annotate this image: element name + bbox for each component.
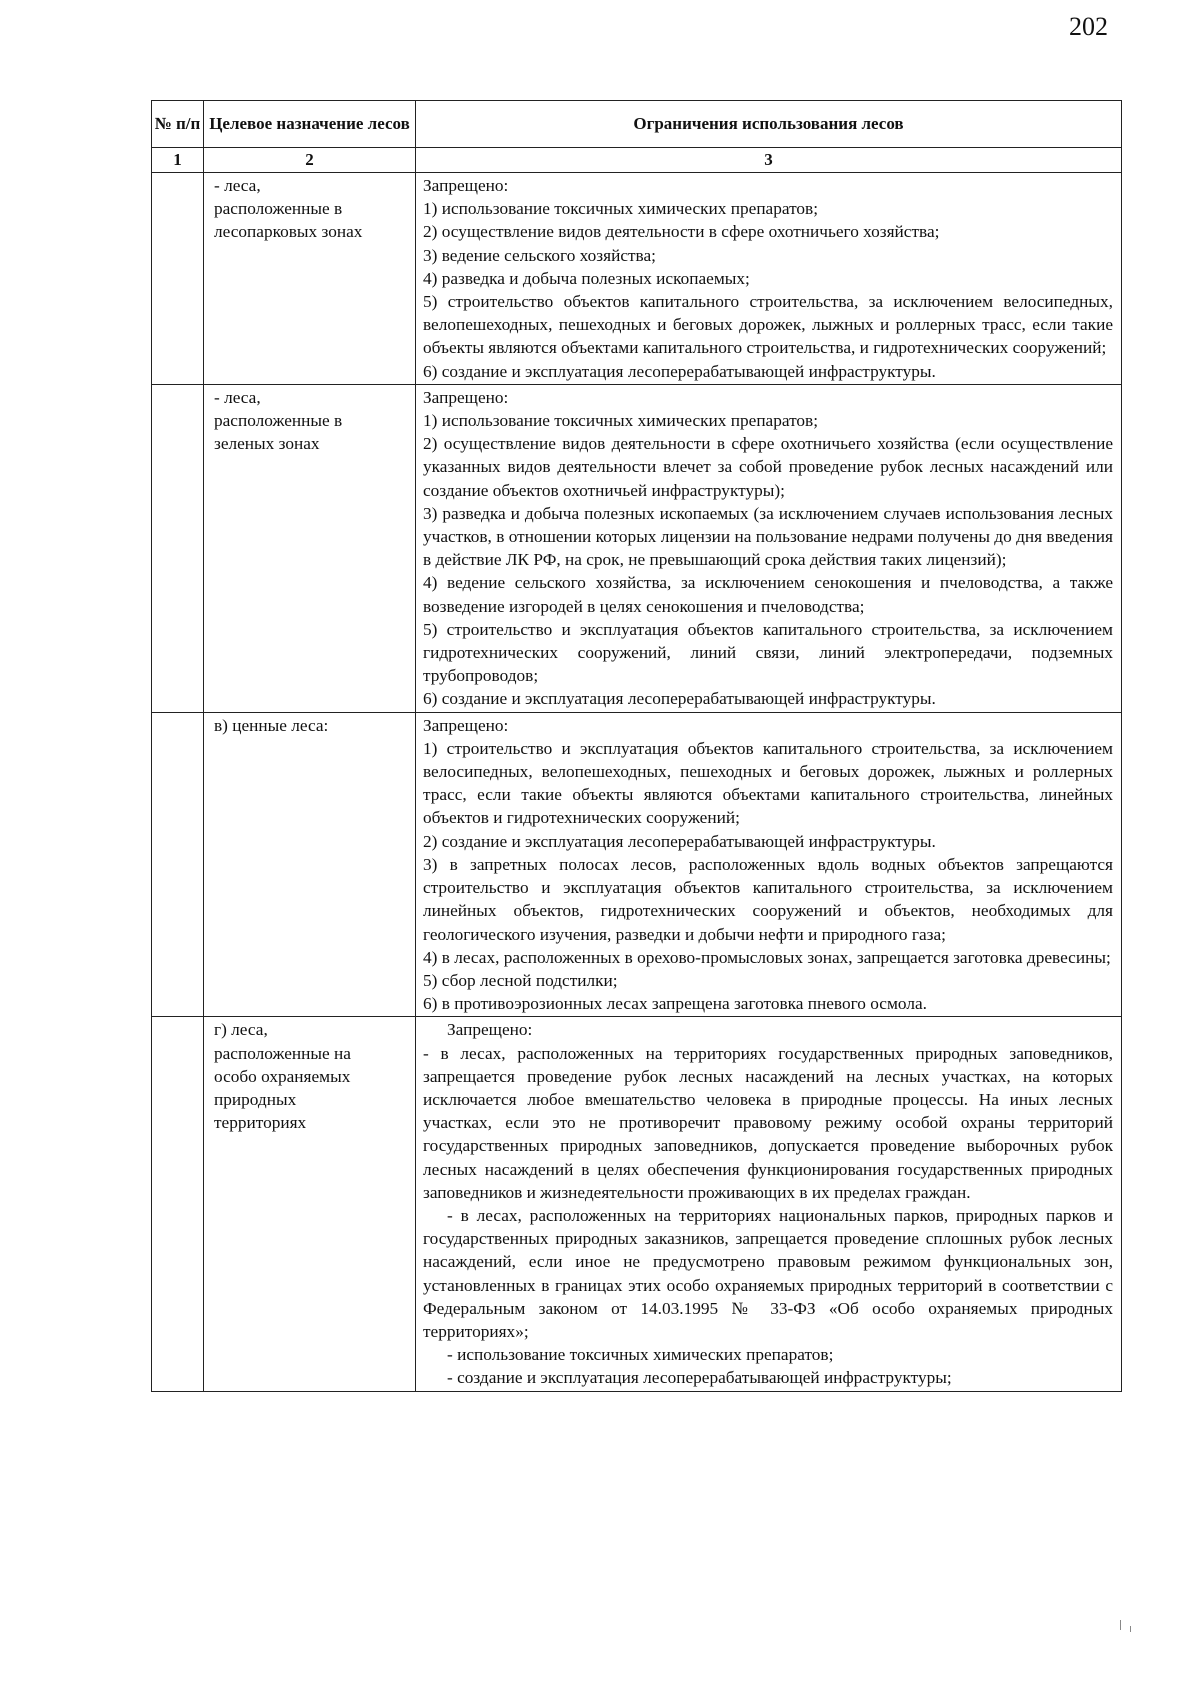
restriction-item: 1) использование токсичных химических препаратов;: [423, 199, 819, 219]
header-number: № п/п: [152, 101, 204, 148]
purpose-line: зеленых зонах: [214, 434, 320, 454]
purpose-line: расположенные в: [214, 411, 343, 431]
restrictions-cell: [416, 712, 1122, 1017]
purpose-line: в) ценные леса:: [214, 715, 329, 735]
purpose-cell: [204, 384, 416, 712]
column-number-1: 1: [152, 148, 204, 173]
restriction-item: 4) разведка и добыча полезных ископаемых;: [423, 268, 750, 288]
purpose-line: территориях: [214, 1113, 307, 1133]
restriction-item: 5) строительство и эксплуатация объектов капитального строительства, за исключением гидротехнических сооружений, линий связи, линий электропередачи, подземных трубопроводов;: [423, 619, 1113, 686]
restrictions-cell: [416, 173, 1122, 385]
forest-restrictions-table: [151, 100, 1122, 1392]
scan-mark: [1130, 1626, 1131, 1632]
restriction-item: 1) строительство и эксплуатация объектов капитального строительства, за исключением велосипедных, велопешеходных, пешеходных и беговых дорожек, лыжных и роллерных трасс, если такие объекты являются объектами капитального строительства, линейных объектов и гидротехнических сооружений;: [423, 738, 1113, 828]
purpose-line: расположенные на: [214, 1043, 351, 1063]
purpose-cell: [204, 173, 416, 385]
restriction-item: 6) в противоэрозионных лесах запрещена заготовка пневого осмола.: [423, 994, 927, 1014]
restrictions-heading: Запрещено:: [423, 176, 509, 195]
purpose-line: - леса,: [214, 387, 261, 407]
purpose-line: особо охраняемых: [214, 1066, 351, 1086]
restriction-item: 3) в запретных полосах лесов, расположенных вдоль водных объектов запрещаются строительство и эксплуатация объектов капитального строительства, за исключением линейных объектов, гидротехнических сооружений и объектов, необходимых для геологического изучения, разведки и добычи нефти и природного газа;: [423, 854, 1113, 944]
restrictions-cell: [416, 1017, 1122, 1391]
purpose-line: - леса,: [214, 176, 261, 195]
restriction-item: 2) осуществление видов деятельности в сфере охотничьего хозяйства (если осуществление указанных видов деятельности влечет за собой проведение рубок лесных насаждений или создание объектов охотничьей инфраструктуры);: [423, 434, 1113, 500]
purpose-line: расположенные в: [214, 199, 343, 219]
restriction-item: 4) в лесах, расположенных в орехово-промысловых зонах, запрещается заготовка древесины;: [423, 947, 1111, 967]
restriction-item: 6) создание и эксплуатация лесоперерабатывающей инфраструктуры.: [423, 689, 936, 709]
restriction-item: 3) разведка и добыча полезных ископаемых (за исключением случаев использования лесных участков, в отношении которых лицензии на пользование недрами получены до дня введения в действие ЛК РФ, на срок, не превышающий срока действия таких лицензий);: [423, 503, 1113, 570]
header-purpose: Целевое назначение лесов: [204, 101, 416, 148]
table-row-forest-park-zones: [152, 173, 1122, 385]
column-number-row: [152, 148, 1122, 173]
row-number-cell: [152, 384, 204, 712]
restriction-item: 6) создание и эксплуатация лесоперерабатывающей инфраструктуры.: [423, 361, 936, 381]
restriction-item: 1) использование токсичных химических препаратов;: [423, 411, 819, 431]
purpose-line: лесопарковых зонах: [214, 222, 363, 242]
restrictions-heading: Запрещено:: [423, 715, 509, 735]
restrictions-cell: [416, 384, 1122, 712]
page-number: 202: [1069, 12, 1108, 41]
scan-mark: [1120, 1620, 1121, 1630]
purpose-line: природных: [214, 1089, 297, 1109]
row-number-cell: [152, 1017, 204, 1391]
restriction-item: 3) ведение сельского хозяйства;: [423, 245, 656, 265]
column-number-2: 2: [204, 148, 416, 173]
column-number-3: 3: [416, 148, 1122, 173]
restriction-item: 5) строительство объектов капитального строительства, за исключением велосипедных, велопешеходных, пешеходных и беговых дорожек, лыжных и роллерных трасс, если такие объекты являются объектами капитального строительства, и гидротехнических сооружений;: [423, 292, 1113, 358]
scan-marks: [1118, 1620, 1138, 1660]
purpose-cell: [204, 712, 416, 1017]
restriction-item: - использование токсичных химических препаратов;: [447, 1345, 834, 1365]
restrictions-heading: Запрещено:: [423, 387, 509, 407]
restriction-item: - в лесах, расположенных на территориях национальных парков, природных парков и государственных природных заказников, запрещается проведение сплошных рубок лесных насаждений, если иное не предусмотрено правовым режимом функциональных зон, установленных в границах этих особо охраняемых природных территорий в соответствии с Федеральным законом от 14.03.1995 № 33-ФЗ «Об особо охраняемых природных территориях»;: [423, 1205, 1113, 1341]
purpose-cell: [204, 1017, 416, 1391]
restriction-item: - в лесах, расположенных на территориях государственных природных заповедников, запрещается проведение рубок лесных насаждений на лесных участках, на которых исключается любое вмешательство человека в природные процессы. На иных лесных участках, если это не противоречит правовому режиму особой охраны территорий государственных природных заповедников, допускается проведение выборочных рубок лесных насаждений в целях обеспечения функционирования государственных природных заповедников и жизнедеятельности проживающих в их пределах граждан.: [423, 1043, 1113, 1202]
row-number-cell: [152, 173, 204, 385]
restriction-item: 5) сбор лесной подстилки;: [423, 970, 618, 990]
purpose-line: г) леса,: [214, 1020, 268, 1040]
table-header-row: [152, 101, 1122, 148]
restriction-item: 2) осуществление видов деятельности в сфере охотничьего хозяйства;: [423, 222, 940, 242]
restrictions-heading: Запрещено:: [447, 1020, 533, 1040]
restriction-item: 4) ведение сельского хозяйства, за исключением сенокошения и пчеловодства, а также возведение изгородей в целях сенокошения и пчеловодства;: [423, 573, 1113, 616]
row-number-cell: [152, 712, 204, 1017]
table-row-green-zones: [152, 384, 1122, 712]
table-row-valuable-forests: [152, 712, 1122, 1017]
table-row-protected-areas: [152, 1017, 1122, 1391]
restriction-item: 2) создание и эксплуатация лесоперерабатывающей инфраструктуры.: [423, 831, 936, 851]
header-restrictions: Ограничения использования лесов: [416, 101, 1122, 148]
restriction-item: - создание и эксплуатация лесоперерабатывающей инфраструктуры;: [447, 1368, 952, 1388]
